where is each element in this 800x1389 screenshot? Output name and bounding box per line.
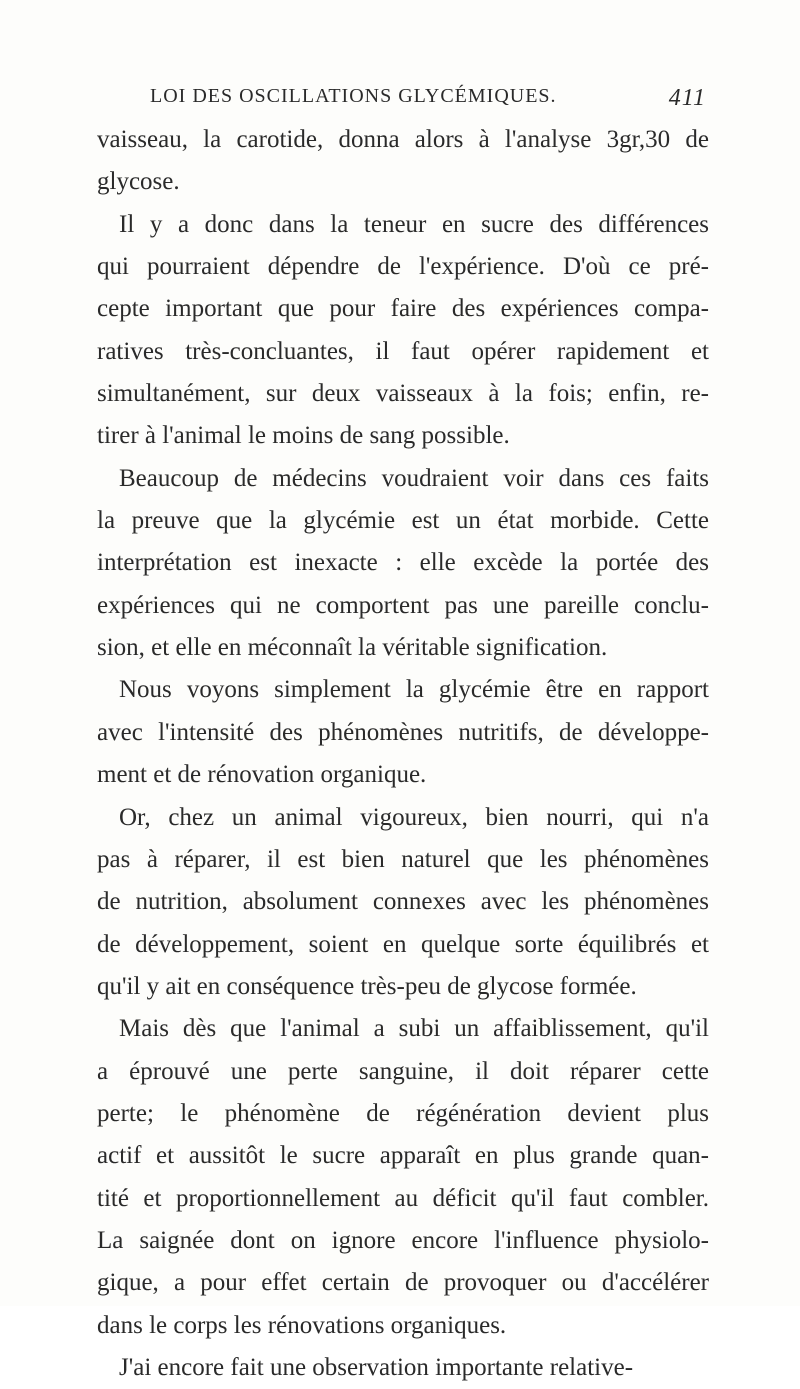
text-line: qui pourraient dépendre de l'expérience. D'où ce pré- — [97, 253, 709, 281]
text-line: ratives très-concluantes, il faut opérer rapidement et — [97, 337, 709, 365]
running-head — [150, 85, 706, 115]
text-line: a éprouvé une perte sanguine, il doit réparer cette — [97, 1057, 709, 1085]
text-line: simultanément, sur deux vaisseaux à la fois; enfin, re- — [97, 380, 709, 408]
text-line: la preuve que la glycémie est un état morbide. Cette — [97, 507, 709, 535]
body-text — [97, 119, 709, 1389]
text-line: J'ai encore fait une observation importante relative- — [119, 1353, 634, 1381]
text-line: de nutrition, absolument connexes avec les phénomènes — [97, 888, 709, 916]
text-line: Mais dès que l'animal a subi un affaiblissement, qu'il — [119, 1015, 709, 1043]
text-line: de développement, soient en quelque sorte équilibrés et — [97, 930, 709, 958]
text-line: La saignée dont on ignore encore l'influence physiolo- — [97, 1226, 709, 1254]
text-line: dans le corps les rénovations organiques. — [97, 1311, 507, 1339]
text-line: perte; le phénomène de régénération devient plus — [97, 1099, 709, 1127]
text-line: vaisseau, la carotide, donna alors à l'analyse 3gr,30 de — [97, 126, 709, 153]
text-line: Il y a donc dans la teneur en sucre des différences — [119, 210, 709, 238]
text-line: qu'il y ait en conséquence très-peu de glycose formée. — [97, 972, 637, 1000]
text-line: cepte important que pour faire des expériences compa- — [97, 295, 709, 323]
text-line: glycose. — [97, 168, 180, 196]
text-line: pas à réparer, il est bien naturel que les phénomènes — [97, 845, 709, 873]
text-line: Beaucoup de médecins voudraient voir dans ces faits — [119, 464, 709, 492]
text-line: avec l'intensité des phénomènes nutritifs, de développe- — [97, 718, 709, 746]
text-line: actif et aussitôt le sucre apparaît en plus grande quan- — [97, 1142, 709, 1170]
text-line: sion, et elle en méconnaît la véritable signification. — [97, 634, 608, 662]
running-title: LOI DES OSCILLATIONS GLYCÉMIQUES. — [150, 85, 557, 107]
text-line: Or, chez un animal vigoureux, bien nourri, qui n'a — [119, 803, 709, 831]
page-number: 411 — [668, 85, 706, 111]
text-line: tirer à l'animal le moins de sang possible. — [97, 422, 510, 450]
text-line: interprétation est inexacte : elle excède la portée des — [97, 549, 709, 577]
text-line: tité et proportionnellement au déficit qu'il faut combler. — [97, 1184, 709, 1212]
text-line: expériences qui ne comportent pas une pareille conclu- — [97, 591, 709, 619]
text-line: gique, a pour effet certain de provoquer ou d'accélérer — [97, 1269, 709, 1297]
text-line: ment et de rénovation organique. — [97, 761, 427, 789]
text-line: Nous voyons simplement la glycémie être en rapport — [119, 676, 709, 704]
